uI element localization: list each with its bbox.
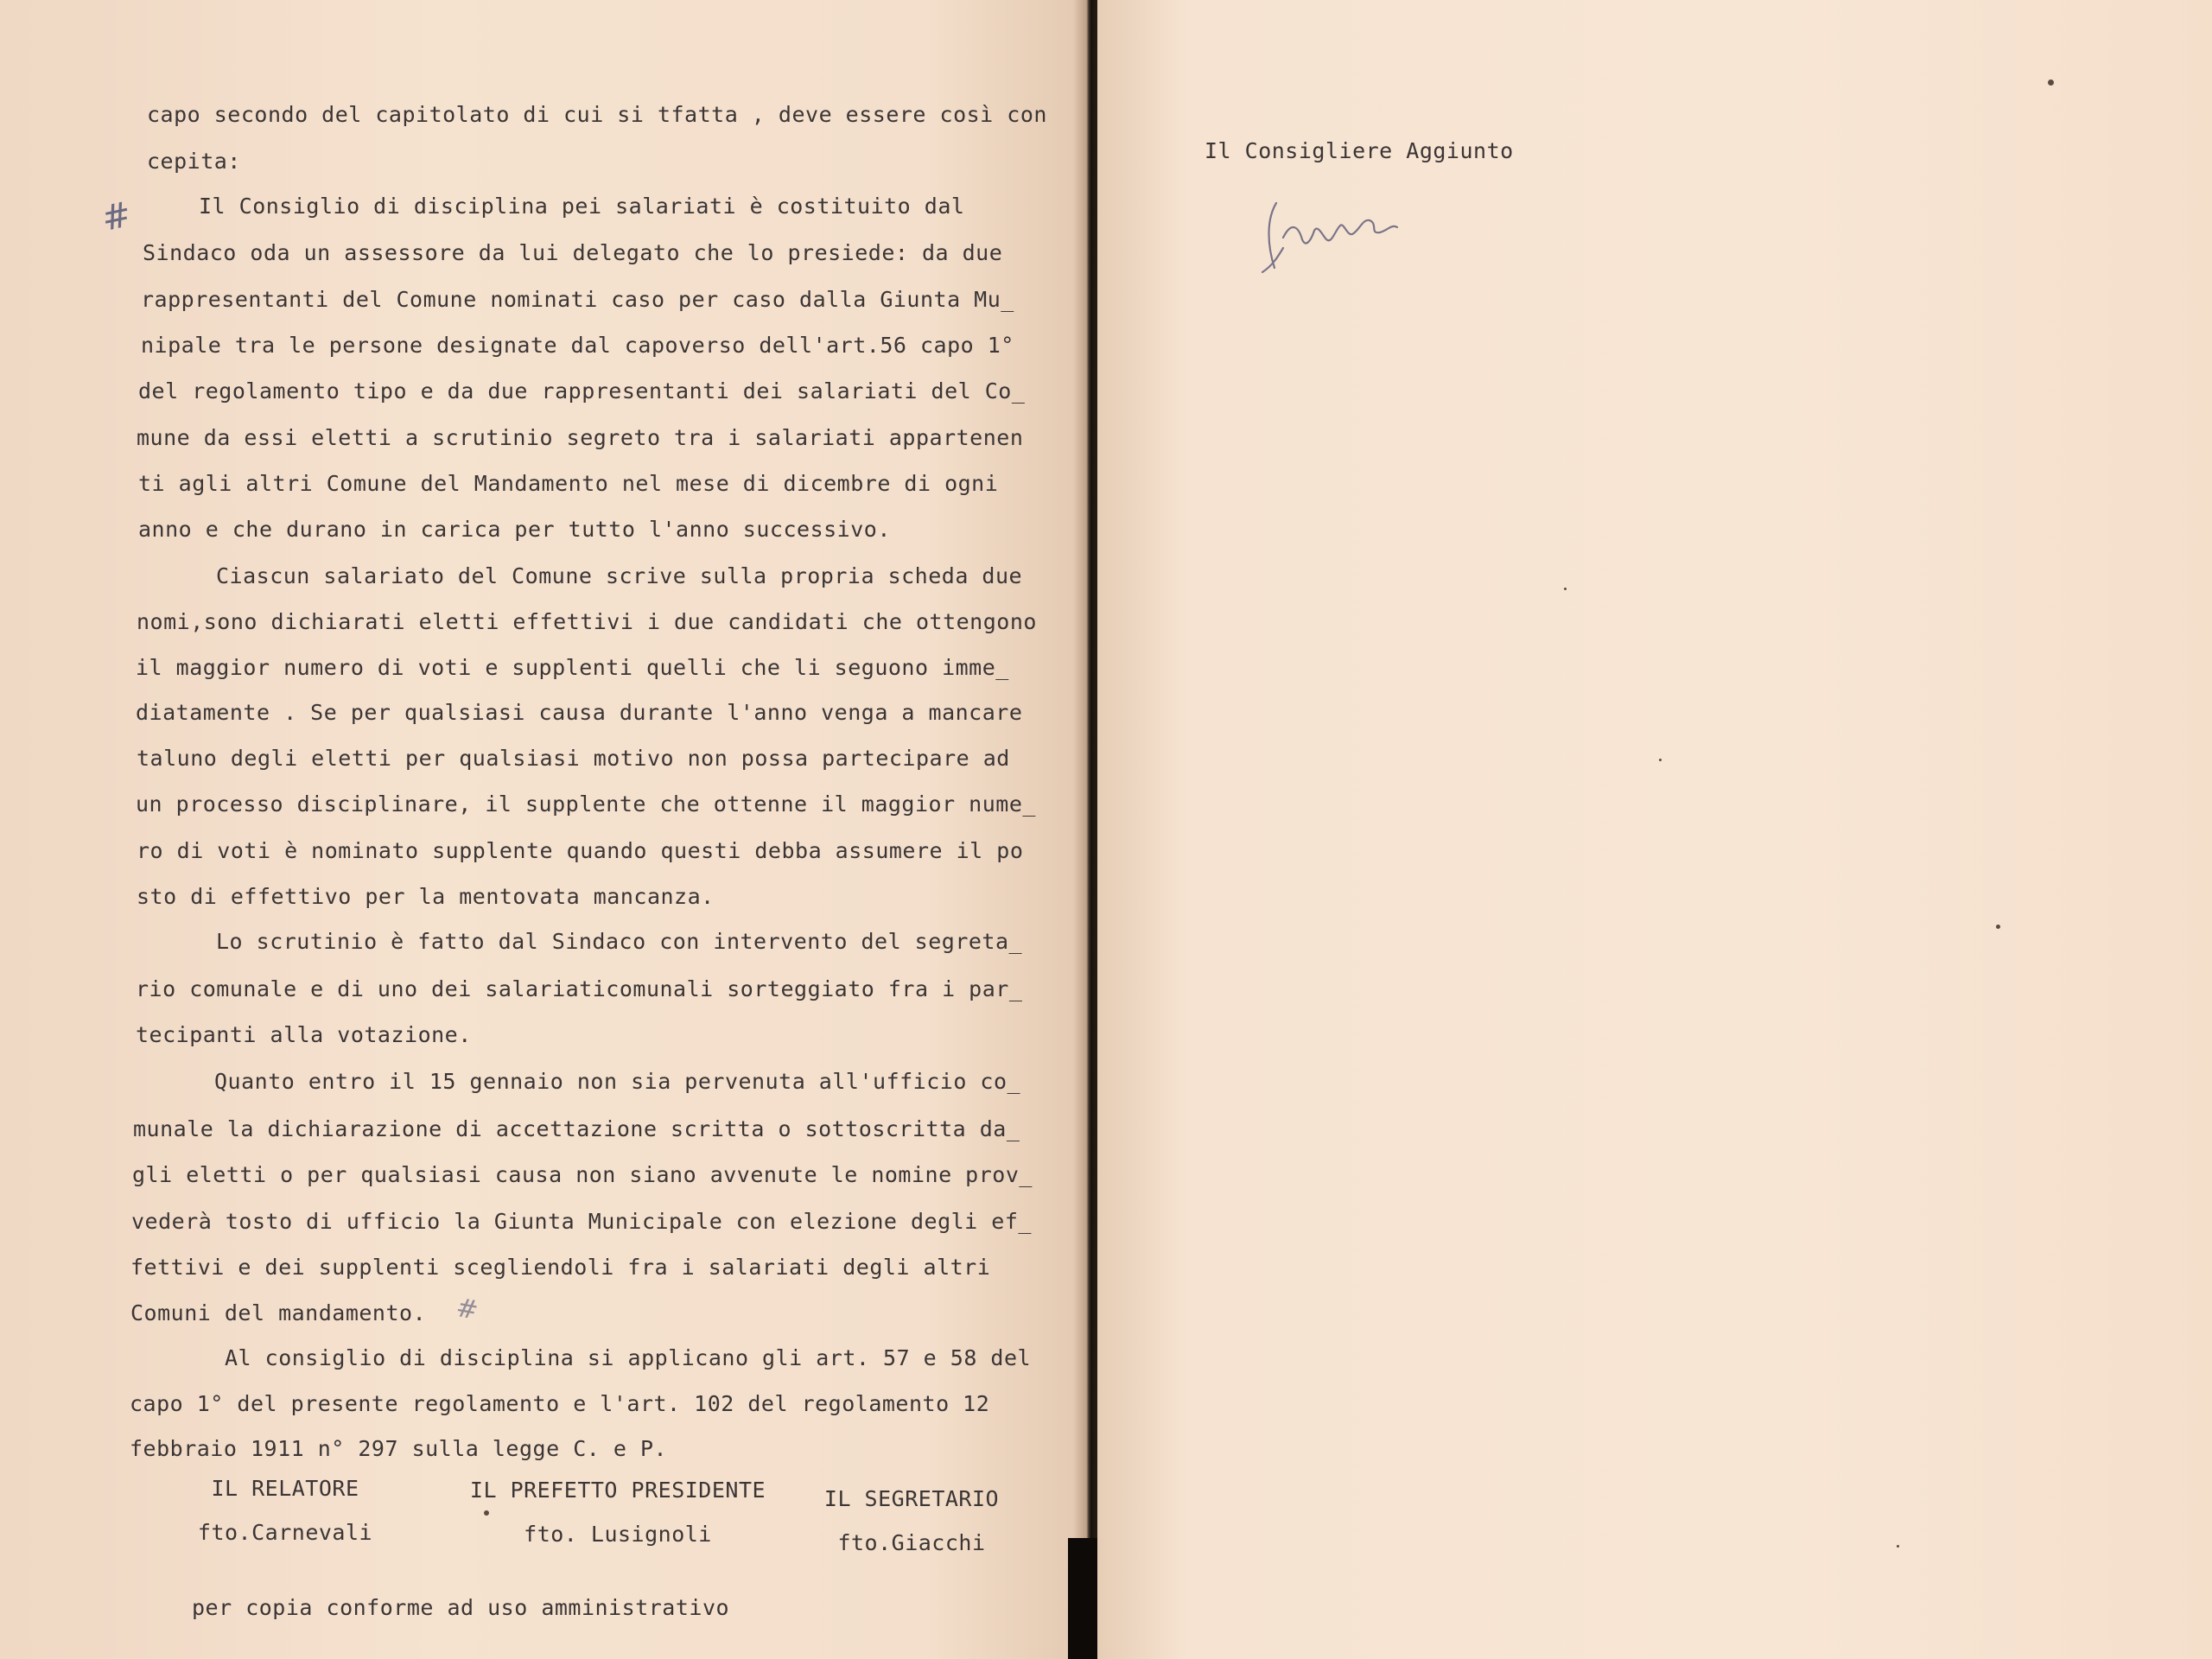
left-page [0,0,1090,1659]
paper-speck [1564,588,1567,590]
text-line: febbraio 1911 n° 297 sulla legge C. e P. [130,1436,668,1461]
paper-speck [1996,925,2000,929]
text-line: fettivi e dei supplenti scegliendoli fra i salariati degli altri [130,1255,991,1280]
signature-segretario [799,1486,1024,1555]
text-line: nipale tra le persone designate dal capoverso dell'art.56 capo 1° [141,333,1014,358]
text-line: Quanto entro il 15 gennaio non sia pervenuta all'ufficio co_ [214,1069,1021,1094]
paper-speck [1897,1545,1899,1548]
text-line: Sindaco oda un assessore da lui delegato che lo presiede: da due [143,240,1003,265]
signature-name: fto.Carnevali [197,1520,373,1545]
text-line: capo secondo del capitolato di cui si tfatta , deve essere così con [147,102,1047,127]
text-line: munale la dichiarazione di accettazione scritta o sottoscritta da_ [133,1116,1020,1141]
text-line: Ciascun salariato del Comune scrive sulla propria scheda due [216,563,1023,588]
text-line: cepita: [147,149,241,174]
margin-hash-mark: # [454,1293,480,1326]
text-line: gli eletti o per qualsiasi causa non siano avvenute le nomine prov_ [132,1162,1033,1187]
text-line: rio comunale e di uno dei salariaticomunali sorteggiato fra i par_ [136,976,1023,1001]
signature-relatore [164,1476,406,1545]
text-line: un processo disciplinare, il supplente che ottenne il maggior nume_ [136,791,1036,817]
paper-speck [484,1510,489,1516]
text-line: Comuni del mandamento. [130,1300,427,1325]
text-line: del regolamento tipo e da due rappresentanti dei salariati del Co_ [138,378,1026,404]
text-line: diatamente . Se per qualsiasi causa durante l'anno venga a mancare [136,700,1023,725]
paper-speck [2048,79,2054,86]
footer-certification: per copia conforme ad uso amministrativo [192,1595,730,1620]
text-line: anno e che durano in carica per tutto l'anno successivo. [138,517,891,542]
text-line: vederà tosto di ufficio la Giunta Municipale con elezione degli ef_ [131,1209,1032,1234]
right-page-heading: Il Consigliere Aggiunto [1205,138,1514,163]
text-line: ro di voti è nominato supplente quando questi debba assumere il po [137,838,1024,863]
paper-speck [1659,759,1662,761]
text-line: il maggior numero di voti e supplenti quelli che li seguono imme_ [136,655,1009,680]
text-line: nomi,sono dichiarati eletti effettivi i due candidati che ottengono [137,609,1037,634]
text-line: mune da essi eletti a scrutinio segreto tra i salariati appartenen [137,425,1024,450]
signature-prefetto [454,1478,782,1547]
text-line: sto di effettivo per la mentovata mancanza. [137,884,715,909]
handwritten-signature [1257,186,1465,281]
signature-role: IL RELATORE [211,1476,359,1501]
signature-role: IL PREFETTO PRESIDENTE [469,1478,766,1503]
text-line: Al consiglio di disciplina si applicano gli art. 57 e 58 del [225,1345,1032,1370]
text-line: taluno degli eletti per qualsiasi motivo non possa partecipare ad [137,746,1010,771]
text-line: Il Consiglio di disciplina pei salariati è costituito dal [199,194,965,219]
text-line: ti agli altri Comune del Mandamento nel mese di dicembre di ogni [138,471,999,496]
text-line: tecipanti alla votazione. [136,1022,472,1047]
signature-name: fto.Giacchi [837,1530,986,1555]
text-line: Lo scrutinio è fatto dal Sindaco con intervento del segreta_ [216,929,1023,954]
margin-hash-mark: # [98,194,135,239]
text-line: capo 1° del presente regolamento e l'art. 102 del regolamento 12 [130,1391,990,1416]
signature-role: IL SEGRETARIO [823,1486,1000,1511]
signature-name: fto. Lusignoli [524,1522,712,1547]
text-line: rappresentanti del Comune nominati caso per caso dalla Giunta Mu_ [141,287,1014,312]
